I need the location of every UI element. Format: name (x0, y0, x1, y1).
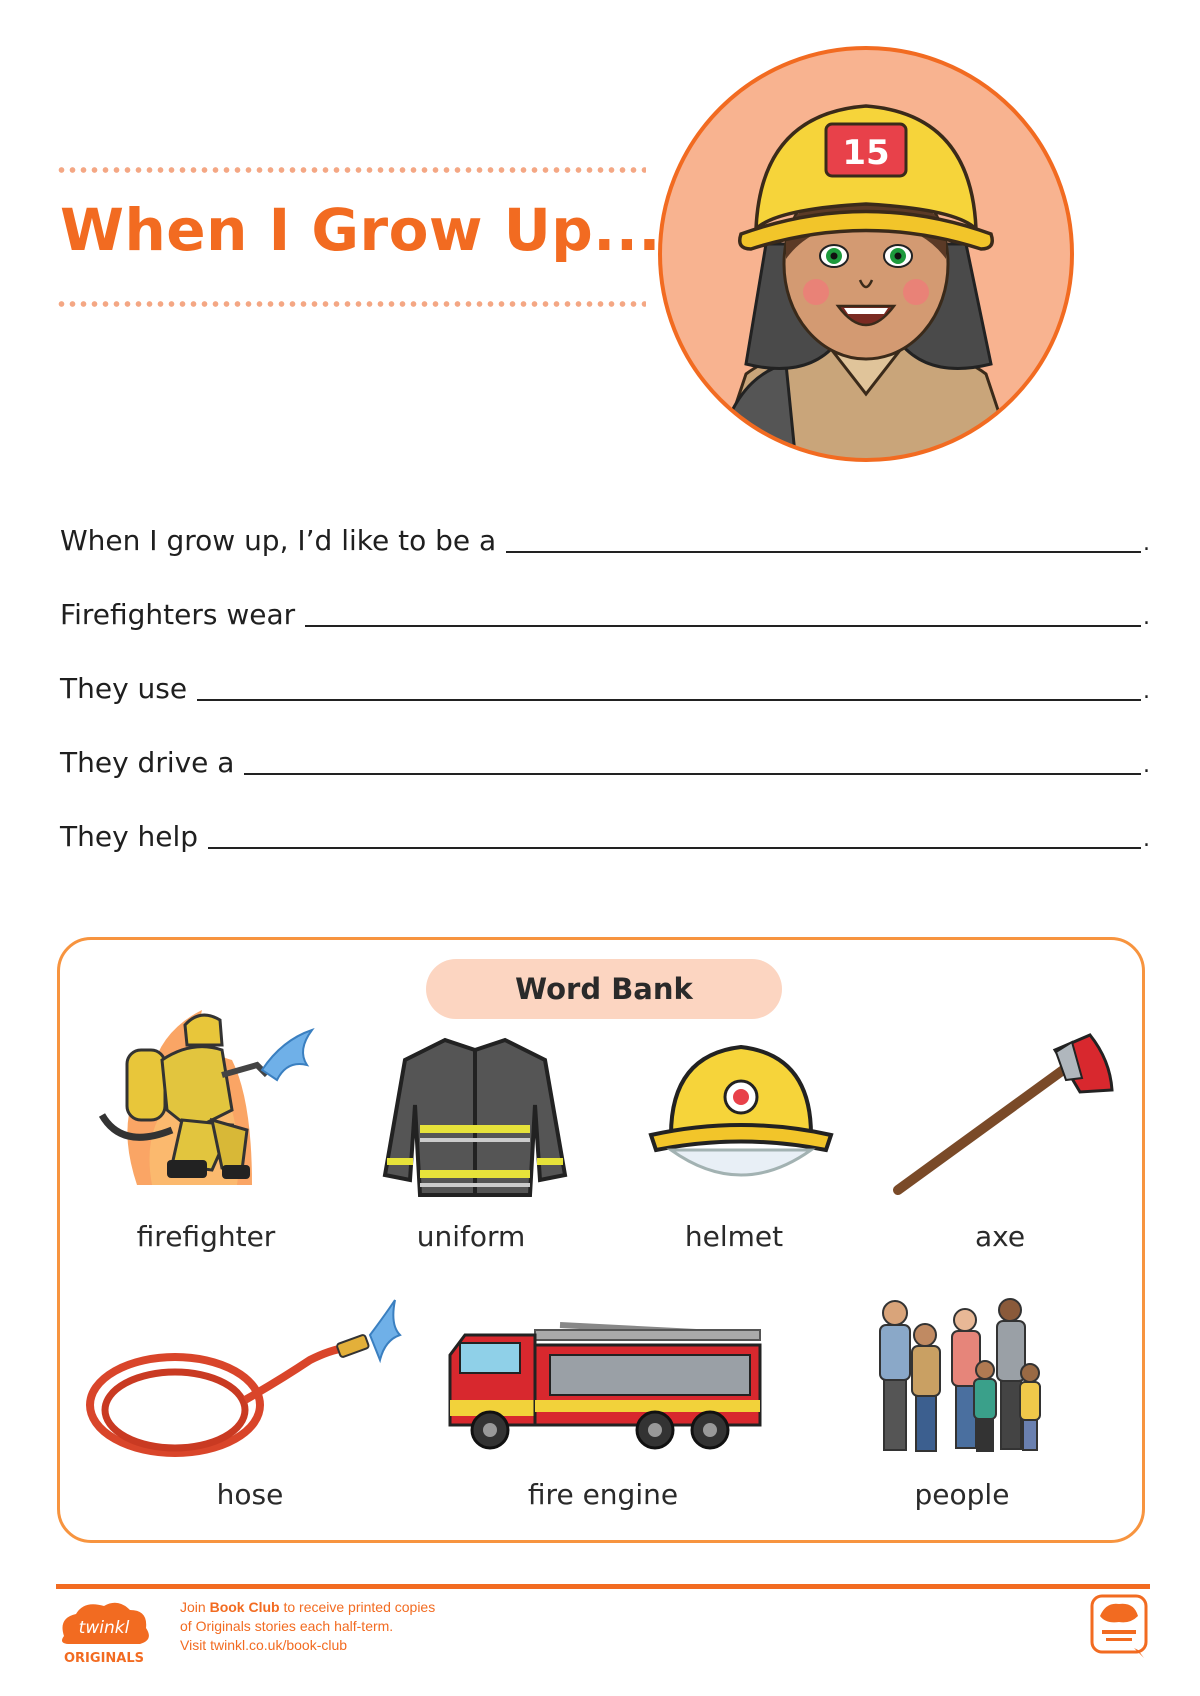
sentence-row[interactable] (60, 737, 1150, 777)
word-axe: axe (974, 1220, 1026, 1253)
sentence-label: Firefighters wear (60, 598, 296, 631)
dotted-divider-top (56, 166, 646, 174)
footer-line2: of Originals stories each half-term. (180, 1618, 394, 1634)
sentence-row[interactable] (60, 663, 1150, 703)
word-people: people (914, 1478, 1010, 1511)
sentence-label: They use (60, 672, 188, 705)
helmet-icon (646, 1035, 836, 1195)
sentence-label: They help (60, 820, 199, 853)
write-line[interactable] (506, 551, 1141, 553)
word-hose: hose (216, 1478, 284, 1511)
sentence-label: They drive a (60, 746, 235, 779)
sentence-row[interactable] (60, 515, 1150, 555)
logo-top-text: twinkl (78, 1618, 130, 1638)
logo-bottom-text: ORIGINALS (64, 1651, 144, 1666)
footer-rule (56, 1584, 1150, 1589)
footer-line3[interactable]: Visit twinkl.co.uk/book-club (180, 1637, 348, 1653)
axe-icon (880, 1030, 1120, 1200)
word-helmet: helmet (684, 1220, 784, 1253)
write-line[interactable] (244, 773, 1141, 775)
word-fire-engine: fire engine (527, 1478, 679, 1511)
quality-badge-icon (1088, 1590, 1150, 1662)
write-line[interactable] (305, 625, 1141, 627)
uniform-jacket-icon (375, 1030, 575, 1200)
firefighter-portrait-illustration (656, 44, 1076, 464)
sentence-end: . (1143, 605, 1150, 630)
sentence-end: . (1143, 531, 1150, 556)
hose-icon (80, 1290, 410, 1470)
dotted-divider-bottom (56, 300, 646, 308)
book-club-link[interactable]: Book Club (209, 1599, 280, 1615)
write-line[interactable] (208, 847, 1141, 849)
sentence-row[interactable] (60, 811, 1150, 851)
helmet-number: 15 (842, 133, 890, 173)
word-firefighter: firefighter (136, 1220, 276, 1253)
word-bank-title: Word Bank (426, 959, 782, 1019)
write-line[interactable] (197, 699, 1141, 701)
people-group-icon (870, 1295, 1050, 1465)
sentence-label: When I grow up, I’d like to be a (60, 524, 497, 557)
page-title: When I Grow Up... (60, 196, 661, 264)
firefighter-icon (82, 990, 332, 1190)
word-uniform: uniform (416, 1220, 526, 1253)
sentence-end: . (1143, 827, 1150, 852)
footer-line1-pre: Join (180, 1599, 210, 1615)
sentence-row[interactable] (60, 589, 1150, 629)
footer-line1-post: to receive printed copies (279, 1599, 436, 1615)
footer-text (180, 1598, 435, 1655)
twinkl-originals-logo (56, 1596, 156, 1666)
sentence-end: . (1143, 753, 1150, 778)
fire-engine-icon (440, 1305, 770, 1455)
sentence-end: . (1143, 679, 1150, 704)
